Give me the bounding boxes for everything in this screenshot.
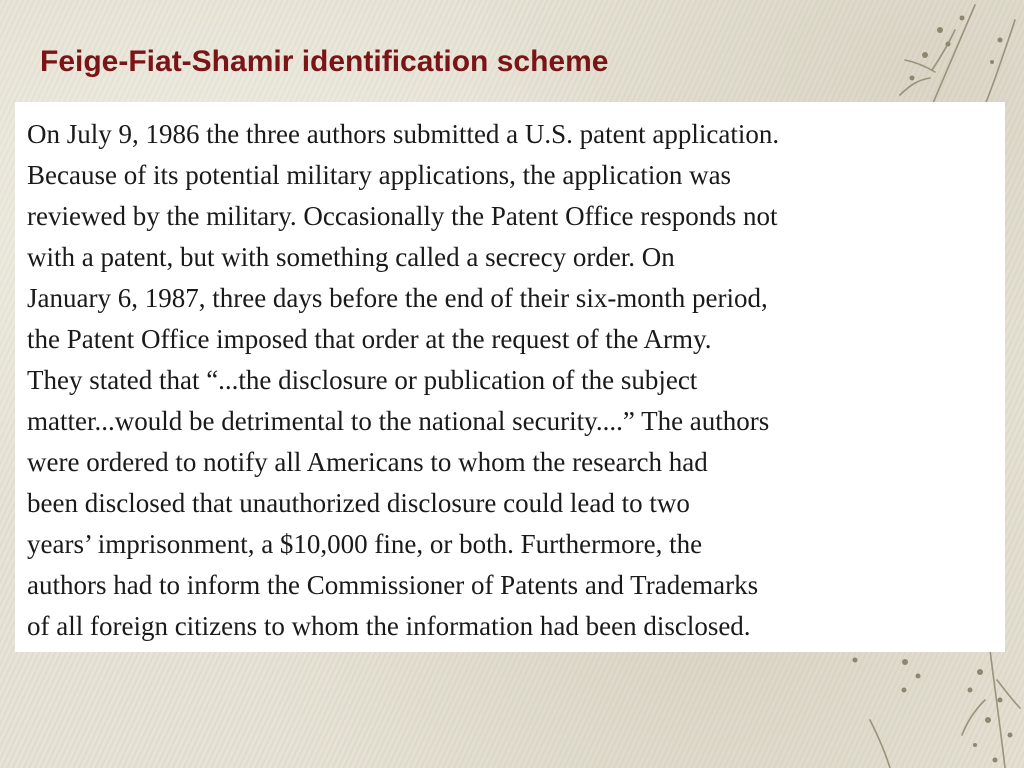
- paragraph-line: matter...would be detrimental to the national security....” The authors: [27, 406, 770, 436]
- paragraph-line: been disclosed that unauthorized disclosure could lead to two: [27, 488, 690, 518]
- body-paragraph: [27, 114, 1005, 647]
- paragraph-line: On July 9, 1986 the three authors submitted a U.S. patent application.: [27, 119, 780, 149]
- paragraph-line: reviewed by the military. Occasionally the Patent Office responds not: [27, 201, 778, 231]
- paragraph-line: the Patent Office imposed that order at the request of the Army.: [27, 324, 712, 354]
- slide-title: Feige-Fiat-Shamir identification scheme: [40, 45, 609, 78]
- paragraph-line: were ordered to notify all Americans to whom the research had: [27, 447, 708, 477]
- paragraph-line: years’ imprisonment, a $10,000 fine, or both. Furthermore, the: [27, 529, 703, 559]
- paragraph-line: of all foreign citizens to whom the information had been disclosed.: [27, 611, 751, 641]
- paragraph-line: Because of its potential military applications, the application was: [27, 160, 732, 190]
- paragraph-line: They stated that “...the disclosure or publication of the subject: [27, 365, 698, 395]
- paragraph-line: authors had to inform the Commissioner of Patents and Trademarks: [27, 570, 759, 600]
- paragraph-line: January 6, 1987, three days before the end of their six-month period,: [27, 283, 768, 313]
- content-panel: [15, 102, 1005, 652]
- paragraph-line: with a patent, but with something called a secrecy order. On: [27, 242, 675, 272]
